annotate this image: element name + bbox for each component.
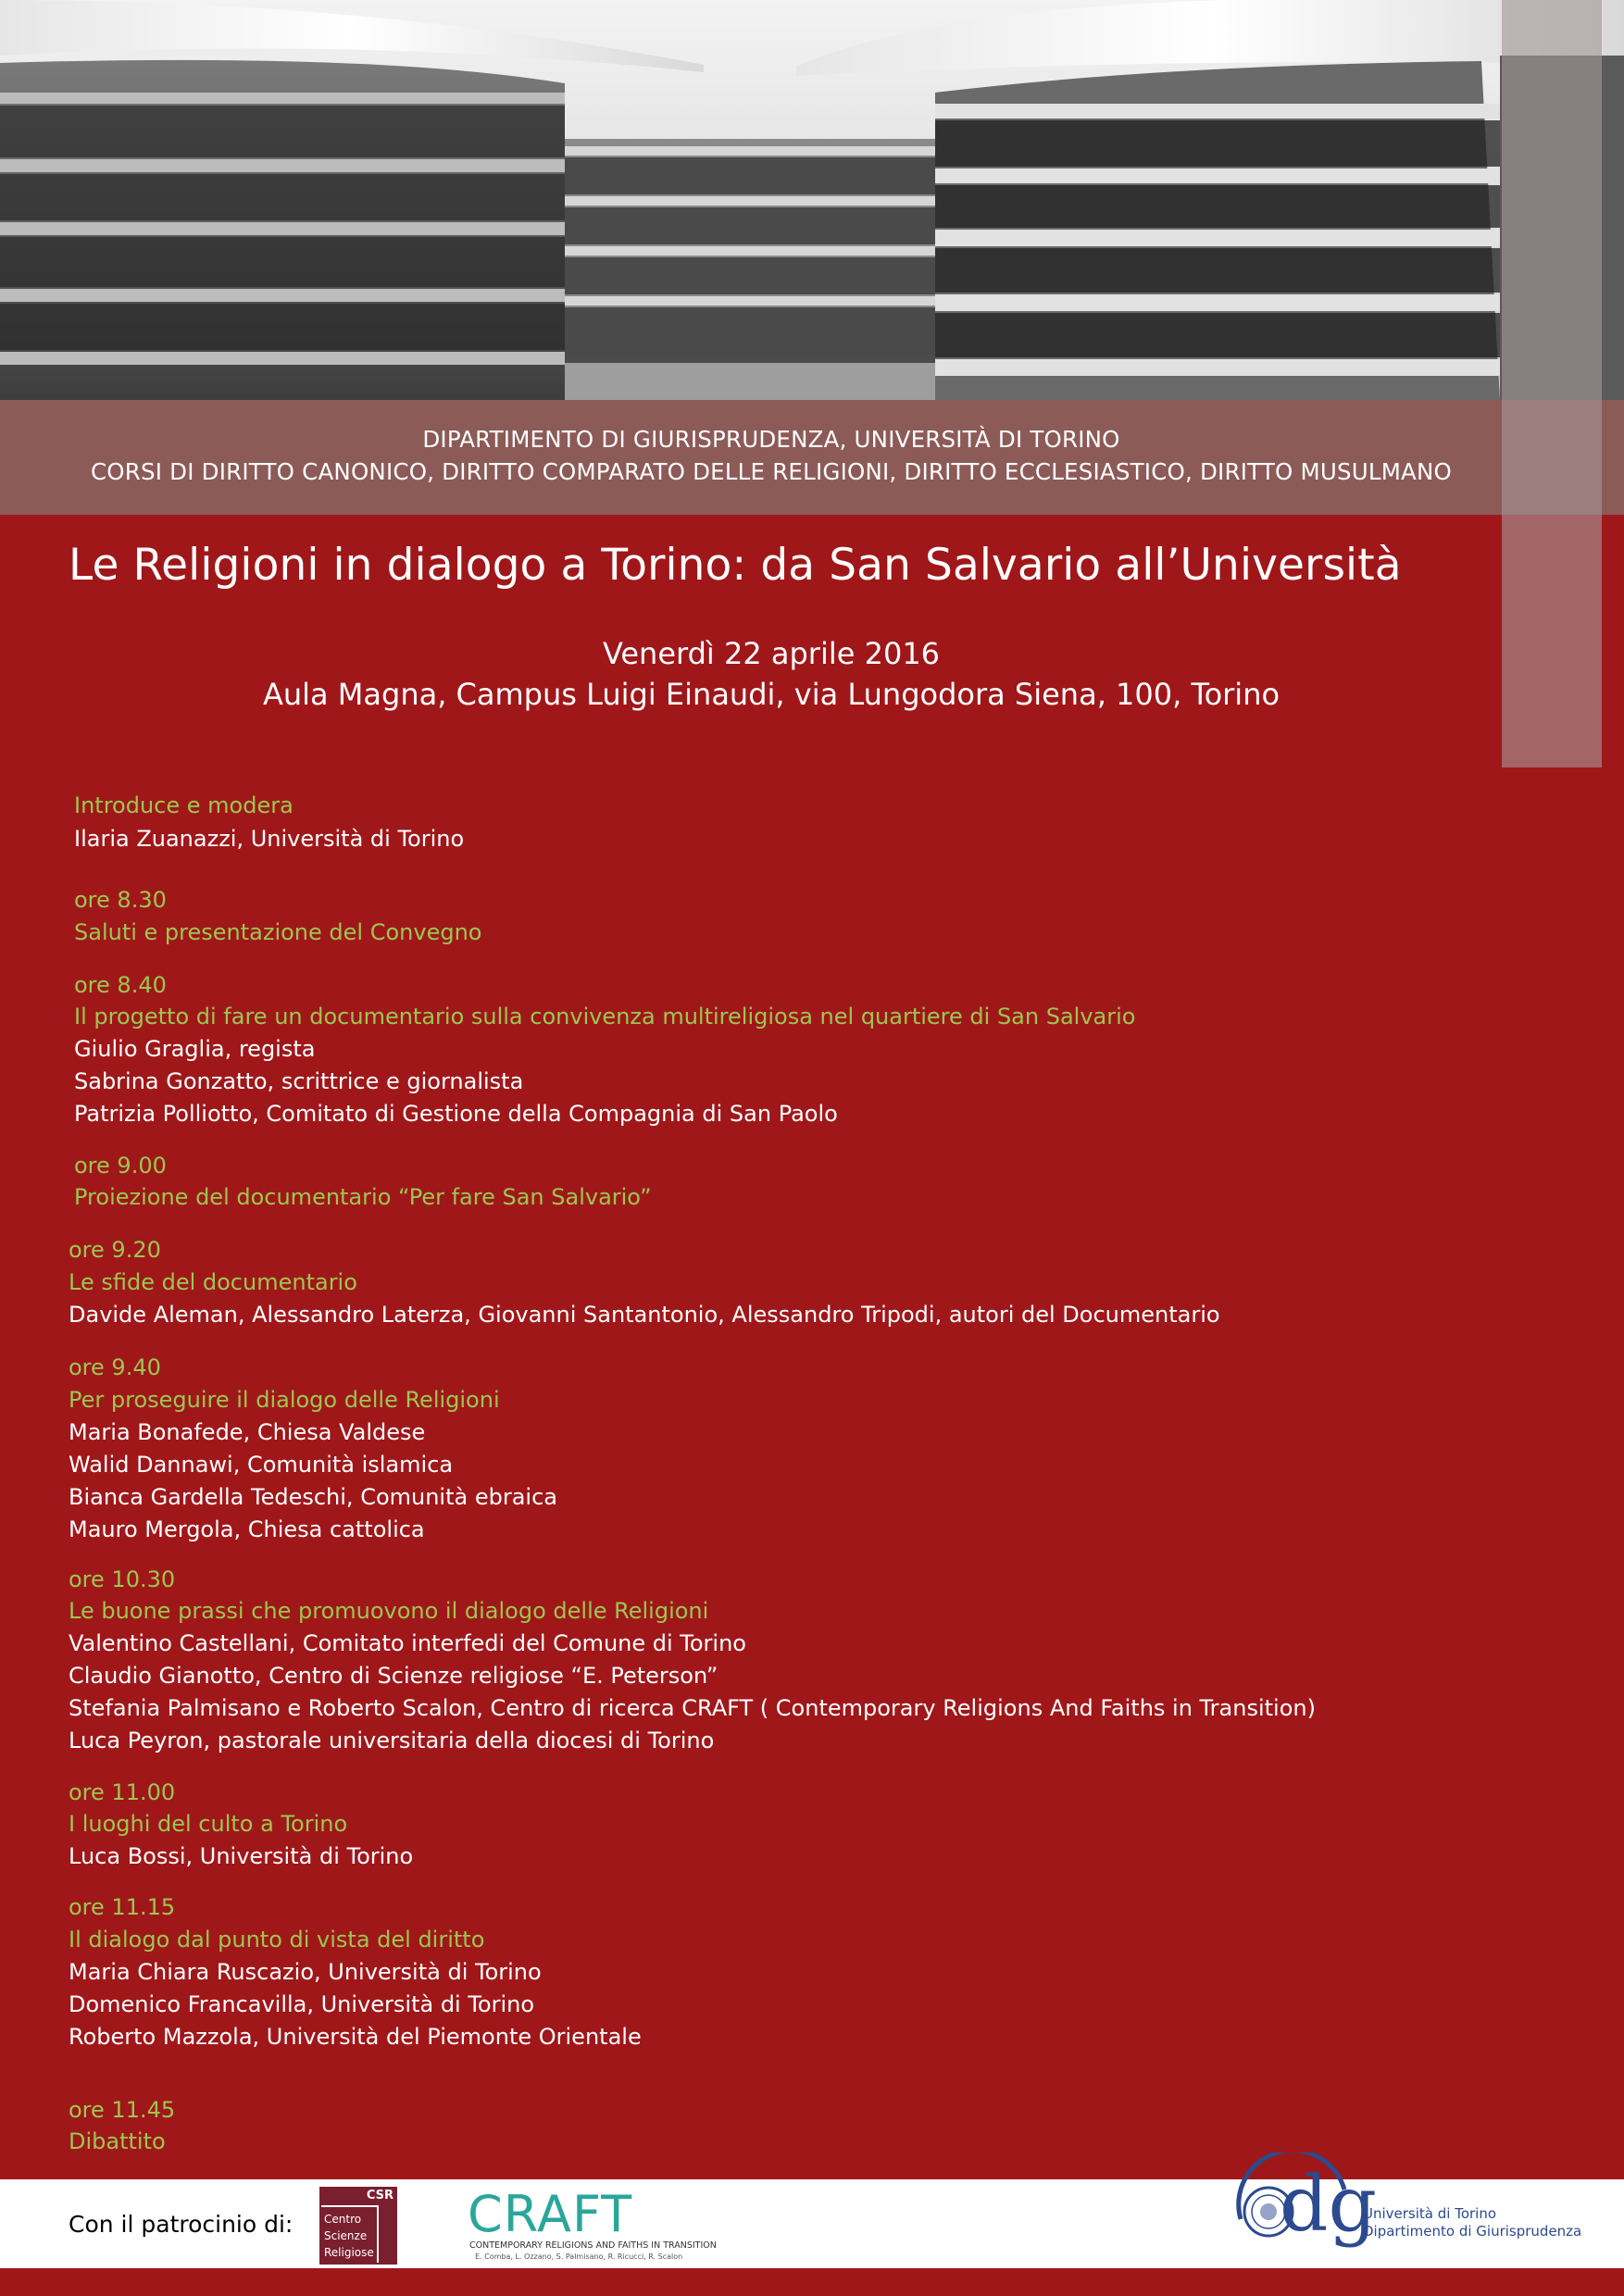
session-title: Proiezione del documentario “Per fare San Salvario” [74,1184,652,1210]
session-time: ore 10.30 [69,1566,176,1592]
session-time: ore 11.45 [69,2097,176,2123]
speaker: Luca Peyron, pastorale universitaria della diocesi di Torino [69,1728,715,1753]
csr-logo-line: Scienze [324,2229,368,2242]
session-title: Le buone prassi che promuovono il dialogo delle Religioni [69,1598,709,1624]
craft-logo [468,2185,717,2265]
session-time: ore 9.20 [69,1237,161,1263]
speaker: Giulio Graglia, regista [74,1036,316,1062]
event-venue: Aula Magna, Campus Luigi Einaudi, via Lungodora Siena, 100, Torino [262,677,1280,712]
session-title: Il progetto di fare un documentario sulla convivenza multireligiosa nel quartiere di San Salvario [74,1004,1136,1029]
speaker: Luca Bossi, Università di Torino [69,1843,414,1869]
session-time: ore 9.40 [69,1354,161,1380]
speaker: Mauro Mergola, Chiesa cattolica [69,1516,425,1542]
speaker: Claudio Gianotto, Centro di Scienze religiose “E. Peterson” [69,1663,718,1689]
session-title: Le sfide del documentario [69,1269,357,1295]
unito-logo [1224,2152,1613,2273]
patronage-label: Con il patrocinio di: [69,2211,294,2238]
session-time: ore 11.15 [69,1894,176,1920]
dg-monogram: dg [1280,2161,1377,2249]
speaker: Bianca Gardella Tedeschi, Comunità ebraica [69,1484,557,1510]
session-title: I luoghi del culto a Torino [69,1811,348,1837]
event-title: Le Religioni in dialogo a Torino: da San Salvario all’Università [69,540,1402,591]
speaker: Maria Chiara Ruscazio, Università di Torino [69,1959,542,1985]
craft-logo-word: CRAFT [468,2185,633,2243]
speaker: Davide Aleman, Alessandro Laterza, Giovanni Santantonio, Alessandro Tripodi, autori del Documentario [69,1302,1220,1328]
event-date: Venerdì 22 aprile 2016 [602,636,941,671]
speaker: Valentino Castellani, Comitato interfedi del Comune di Torino [69,1630,746,1656]
session-time: ore 11.00 [69,1779,176,1805]
session-title: Il dialogo dal punto di vista del diritto [69,1927,485,1953]
speaker: Stefania Palmisano e Roberto Scalon, Centro di ricerca CRAFT ( Contemporary Religions And Faiths in Transition) [69,1695,1316,1721]
header-bar [0,400,1624,515]
session-title: Dibattito [69,2128,166,2154]
speaker: Domenico Francavilla, Università di Torino [69,1991,535,2017]
speaker: Sabrina Gonzatto, scrittrice e giornalista [74,1068,524,1094]
session-time: ore 8.30 [74,887,167,913]
craft-logo-authors: E. Comba, L. Ozzano, S. Palmisano, R. Ricucci, R. Scalon [475,2252,683,2261]
campus-photo [0,0,1624,400]
csr-logo-line: Religiose [324,2246,374,2259]
courses-line: CORSI DI DIRITTO CANONICO, DIRITTO COMPARATO DELLE RELIGIONI, DIRITTO ECCLESIASTICO, DIRITTO MUSULMANO [90,458,1453,485]
speaker: Walid Dannawi, Comunità islamica [69,1452,454,1478]
session-time: ore 9.00 [74,1153,167,1179]
session-title: Saluti e presentazione del Convegno [74,919,482,945]
left-building [0,60,565,400]
csr-logo-tag: CSR [366,2189,394,2202]
unito-logo-line: Dipartimento di Giurisprudenza [1363,2223,1582,2240]
csr-logo [319,2187,397,2265]
department-name: DIPARTIMENTO DI GIURISPRUDENZA, UNIVERSITÀ DI TORINO [422,426,1120,453]
speaker: Maria Bonafede, Chiesa Valdese [69,1419,426,1445]
speaker: Patrizia Polliotto, Comitato di Gestione della Compagnia di San Paolo [74,1101,838,1127]
csr-logo-line: Centro [324,2213,362,2226]
craft-logo-subtitle: CONTEMPORARY RELIGIONS AND FAITHS IN TRANSITION [469,2240,717,2251]
unito-logo-line: Università di Torino [1363,2205,1497,2222]
moderation-label: Introduce e modera [74,792,294,818]
session-time: ore 8.40 [74,972,167,998]
middle-building [565,139,954,400]
moderator-name: Ilaria Zuanazzi, Università di Torino [74,826,465,852]
speaker: Roberto Mazzola, Università del Piemonte Orientale [69,2024,642,2050]
session-title: Per proseguire il dialogo delle Religioni [69,1387,500,1413]
